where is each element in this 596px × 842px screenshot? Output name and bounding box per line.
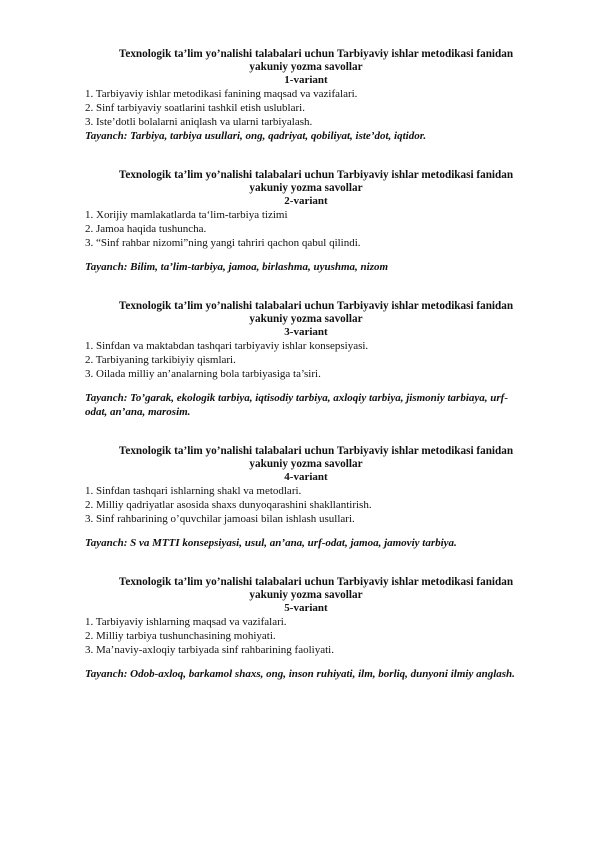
variant-1-questions (85, 87, 527, 129)
question-item: 2. Jamoa haqida tushuncha. (85, 223, 207, 235)
question-item: 3. Sinf rahbarining o’quvchilar jamoasi bilan ishlash usullari. (85, 513, 355, 525)
question-item: 2. Sinf tarbiyaviy soatlarini tashkil etish uslublari. (85, 102, 305, 114)
question-item: 1. Tarbiyaviy ishlarning maqsad va vazifalari. (85, 616, 287, 628)
variant-1-section (85, 48, 527, 143)
title-line1: Texnologik ta’lim yo’nalishi talabalari uchun Tarbiyaviy ishlar metodikasi fanidan (118, 300, 514, 312)
question-item: 1. Sinfdan tashqari ishlarning shakl va metodlari. (85, 485, 302, 497)
title-line1: Texnologik ta’lim yo’nalishi talabalari uchun Tarbiyaviy ishlar metodikasi fanidan (118, 169, 514, 181)
title-line2: yakuniy yozma savollar (249, 589, 363, 601)
variant-3-title (85, 300, 527, 326)
variant-4-title (85, 445, 527, 471)
question-item: 3. Oilada milliy an’analarning bola tarbiyasiga ta’siri. (85, 368, 321, 380)
variant-2-keywords: Tayanch: Bilim, ta’lim-tarbiya, jamoa, birlashma, uyushma, nizom (85, 261, 389, 273)
variant-4-keywords: Tayanch: S va MTTI konsepsiyasi, usul, an’ana, urf-odat, jamoa, jamoviy tarbiya. (85, 537, 457, 549)
variant-5-keywords: Tayanch: Odob-axloq, barkamol shaxs, ong, inson ruhiyati, ilm, borliq, dunyoni ilmiy anglash. (85, 668, 515, 680)
title-line1: Texnologik ta’lim yo’nalishi talabalari uchun Tarbiyaviy ishlar metodikasi fanidan (118, 48, 514, 60)
variant-4-section (85, 445, 527, 550)
variant-3-keywords: Tayanch: To’garak, ekologik tarbiya, iqtisodiy tarbiya, axloqiy tarbiya, jismoniy tarbiaya, urf-odat, an’ana, marosim. (85, 392, 508, 418)
title-line2: yakuniy yozma savollar (249, 182, 363, 194)
variant-3-section (85, 300, 527, 419)
variant-5-title (85, 576, 527, 602)
title-line2: yakuniy yozma savollar (249, 458, 363, 470)
variant-3-questions (85, 339, 527, 381)
variant-4-questions (85, 484, 527, 526)
question-item: 1. Sinfdan va maktabdan tashqari tarbiyaviy ishlar konsepsiyasi. (85, 340, 369, 352)
title-line2: yakuniy yozma savollar (249, 313, 363, 325)
title-line1: Texnologik ta’lim yo’nalishi talabalari uchun Tarbiyaviy ishlar metodikasi fanidan (118, 576, 514, 588)
title-line1: Texnologik ta’lim yo’nalishi talabalari uchun Tarbiyaviy ishlar metodikasi fanidan (118, 445, 514, 457)
title-line2: yakuniy yozma savollar (249, 61, 363, 73)
document-page (85, 48, 527, 681)
variant-1-keywords: Tayanch: Tarbiya, tarbiya usullari, ong, qadriyat, qobiliyat, iste’dot, iqtidor. (85, 130, 427, 142)
question-item: 2. Tarbiyaning tarkibiyiy qismlari. (85, 354, 236, 366)
question-item: 1. Tarbiyaviy ishlar metodikasi fanining maqsad va vazifalari. (85, 88, 358, 100)
variant-2-label: 2-variant (284, 195, 328, 207)
variant-5-section (85, 576, 527, 681)
variant-4-label: 4-variant (284, 471, 328, 483)
variant-2-section (85, 169, 527, 274)
question-item: 1. Xorijiy mamlakatlarda ta‘lim-tarbiya tizimi (85, 209, 288, 221)
variant-3-label: 3-variant (284, 326, 328, 338)
question-item: 3. “Sinf rahbar nizomi”ning yangi tahriri qachon qabul qilindi. (85, 237, 361, 249)
variant-1-title (85, 48, 527, 74)
variant-2-title (85, 169, 527, 195)
variant-5-label: 5-variant (284, 602, 328, 614)
question-item: 2. Milliy qadriyatlar asosida shaxs dunyoqarashini shakllantirish. (85, 499, 372, 511)
question-item: 3. Ma’naviy-axloqiy tarbiyada sinf rahbarining faoliyati. (85, 644, 334, 656)
variant-2-questions (85, 208, 527, 250)
variant-5-questions (85, 615, 527, 657)
variant-1-label: 1-variant (284, 74, 328, 86)
question-item: 2. Milliy tarbiya tushunchasining mohiyati. (85, 630, 276, 642)
question-item: 3. Iste’dotli bolalarni aniqlash va ularni tarbiyalash. (85, 116, 313, 128)
